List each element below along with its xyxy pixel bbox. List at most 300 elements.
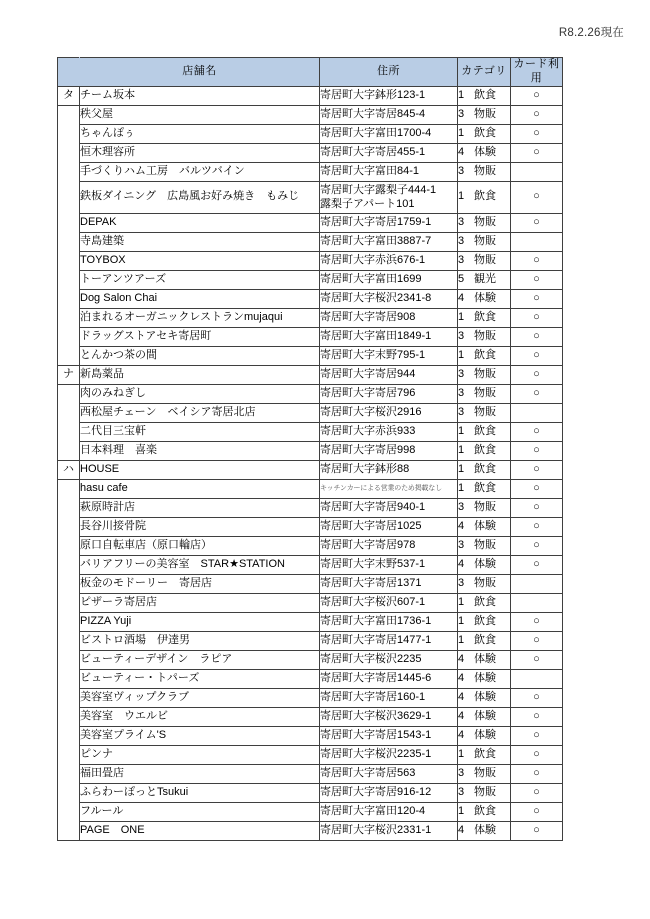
category-number: 4 <box>458 824 465 837</box>
row-index-letter <box>58 575 80 594</box>
category-number: 3 <box>458 235 465 248</box>
cell-shop-name: TOYBOX <box>80 252 320 271</box>
row-index-letter <box>58 105 80 124</box>
cell-address: 寄居町大字桜沢2235 <box>320 651 458 670</box>
cell-address: 寄居町大字桜沢3629-1 <box>320 708 458 727</box>
row-index-letter <box>58 271 80 290</box>
cell-shop-name: ビューティー・トパーズ <box>80 670 320 689</box>
table-row <box>58 143 563 162</box>
table-row <box>58 708 563 727</box>
table-row <box>58 803 563 822</box>
cell-address: 寄居町大字桜沢607-1 <box>320 594 458 613</box>
cell-address: 寄居町大字寄居160-1 <box>320 689 458 708</box>
cell-shop-name: フルール <box>80 803 320 822</box>
table-row <box>58 746 563 765</box>
cell-card-use: ○ <box>511 651 563 670</box>
category-label: 体験 <box>474 691 496 704</box>
cell-shop-name: 日本料理 喜楽 <box>80 442 320 461</box>
category-number: 4 <box>458 292 465 305</box>
cell-address: 寄居町大字富田3887-7 <box>320 233 458 252</box>
cell-card-use: ○ <box>511 727 563 746</box>
cell-category <box>458 309 511 328</box>
category-label: 飲食 <box>474 805 496 818</box>
cell-card-use: ○ <box>511 105 563 124</box>
category-number: 4 <box>458 653 465 666</box>
column-header-category: カテゴリ <box>458 58 511 87</box>
cell-card-use: ○ <box>511 252 563 271</box>
table-row <box>58 480 563 499</box>
row-index-letter <box>58 727 80 746</box>
row-index-letter <box>58 252 80 271</box>
row-index-letter: ハ <box>58 461 80 480</box>
category-number: 3 <box>458 577 465 590</box>
cell-card-use <box>511 594 563 613</box>
row-index-letter <box>58 784 80 803</box>
cell-shop-name: ドラッグストアセキ寄居町 <box>80 328 320 347</box>
cell-category <box>458 727 511 746</box>
category-number: 3 <box>458 501 465 514</box>
table-row <box>58 537 563 556</box>
category-label: 飲食 <box>474 482 496 495</box>
row-index-letter <box>58 708 80 727</box>
category-number: 4 <box>458 145 465 158</box>
cell-category <box>458 803 511 822</box>
cell-shop-name: Dog Salon Chai <box>80 290 320 309</box>
row-index-letter <box>58 233 80 252</box>
category-label: 体験 <box>474 729 496 742</box>
column-header-shop-name: 店舗名 <box>80 58 320 87</box>
category-number: 5 <box>458 273 465 286</box>
column-header-card-use: カード利用 <box>511 58 563 87</box>
table-row <box>58 575 563 594</box>
cell-card-use: ○ <box>511 385 563 404</box>
category-number: 4 <box>458 710 465 723</box>
cell-address: 寄居町大字寄居998 <box>320 442 458 461</box>
table-row <box>58 442 563 461</box>
cell-shop-name: HOUSE <box>80 461 320 480</box>
cell-card-use: ○ <box>511 499 563 518</box>
cell-card-use: ○ <box>511 366 563 385</box>
row-index-letter <box>58 347 80 366</box>
cell-category <box>458 632 511 651</box>
cell-address: 寄居町大字寄居1477-1 <box>320 632 458 651</box>
cell-address: 寄居町大字桜沢2916 <box>320 404 458 423</box>
table-row <box>58 290 563 309</box>
category-number: 3 <box>458 406 465 419</box>
category-number: 3 <box>458 368 465 381</box>
table-row <box>58 822 563 841</box>
category-label: 物販 <box>474 107 496 120</box>
cell-address: 寄居町大字赤浜933 <box>320 423 458 442</box>
cell-address: 寄居町大字寄居978 <box>320 537 458 556</box>
cell-card-use: ○ <box>511 271 563 290</box>
cell-card-use: ○ <box>511 290 563 309</box>
cell-address: キッチンカーによる営業のため掲載なし <box>320 480 458 499</box>
cell-category <box>458 480 511 499</box>
cell-address: 寄居町大字富田1699 <box>320 271 458 290</box>
category-label: 物販 <box>474 501 496 514</box>
cell-card-use: ○ <box>511 803 563 822</box>
cell-shop-name: ふらわーぽっとTsukui <box>80 784 320 803</box>
category-number: 1 <box>458 463 465 476</box>
row-index-letter <box>58 442 80 461</box>
cell-card-use: ○ <box>511 328 563 347</box>
row-index-letter <box>58 214 80 233</box>
row-index-letter <box>58 670 80 689</box>
row-index-letter <box>58 480 80 499</box>
table-row <box>58 404 563 423</box>
category-label: 物販 <box>474 387 496 400</box>
cell-shop-name: 美容室ヴィップクラブ <box>80 689 320 708</box>
cell-card-use: ○ <box>511 784 563 803</box>
category-number: 1 <box>458 88 465 101</box>
cell-address: 寄居町大字寄居944 <box>320 366 458 385</box>
row-index-letter <box>58 765 80 784</box>
table-row <box>58 385 563 404</box>
cell-card-use <box>511 233 563 252</box>
cell-shop-name: 寺島建築 <box>80 233 320 252</box>
cell-shop-name: 肉のみねぎし <box>80 385 320 404</box>
table-row <box>58 651 563 670</box>
cell-address: 寄居町大字富田84-1 <box>320 162 458 181</box>
cell-category <box>458 214 511 233</box>
category-number: 1 <box>458 349 465 362</box>
row-index-letter <box>58 181 80 214</box>
cell-shop-name: 手づくりハム工房 バルツバイン <box>80 162 320 181</box>
cell-address: 寄居町大字赤浜676-1 <box>320 252 458 271</box>
cell-address: 寄居町大字桜沢2235-1 <box>320 746 458 765</box>
cell-card-use <box>511 162 563 181</box>
cell-card-use: ○ <box>511 86 563 105</box>
cell-shop-name: バリアフリーの美容室 STAR★STATION <box>80 556 320 575</box>
cell-address: 寄居町大字富田1736-1 <box>320 613 458 632</box>
row-index-letter <box>58 689 80 708</box>
cell-shop-name: 恒木理容所 <box>80 143 320 162</box>
category-number: 3 <box>458 539 465 552</box>
table-row <box>58 632 563 651</box>
table-row <box>58 594 563 613</box>
cell-category <box>458 708 511 727</box>
cell-category <box>458 271 511 290</box>
table-row <box>58 689 563 708</box>
category-number: 1 <box>458 634 465 647</box>
table-row <box>58 423 563 442</box>
cell-address: 寄居町大字寄居1759-1 <box>320 214 458 233</box>
cell-address: 寄居町大字寄居1445-6 <box>320 670 458 689</box>
cell-address: 寄居町大字寄居845-4 <box>320 105 458 124</box>
category-label: 体験 <box>474 292 496 305</box>
category-number: 1 <box>458 805 465 818</box>
table-row <box>58 214 563 233</box>
cell-address: 寄居町大字寄居796 <box>320 385 458 404</box>
row-index-letter: タ <box>58 86 80 105</box>
row-index-letter <box>58 803 80 822</box>
cell-card-use <box>511 404 563 423</box>
cell-address: 寄居町大字寄居455-1 <box>320 143 458 162</box>
row-index-letter <box>58 518 80 537</box>
category-label: 物販 <box>474 577 496 590</box>
cell-shop-name: 西松屋チェーン ベイシア寄居北店 <box>80 404 320 423</box>
cell-category <box>458 162 511 181</box>
cell-address: 寄居町大字桜沢2331-1 <box>320 822 458 841</box>
category-label: 飲食 <box>474 634 496 647</box>
category-number: 4 <box>458 558 465 571</box>
category-label: 飲食 <box>474 190 496 203</box>
row-index-letter <box>58 290 80 309</box>
cell-category <box>458 670 511 689</box>
table-row <box>58 499 563 518</box>
category-label: 物販 <box>474 254 496 267</box>
category-number: 3 <box>458 254 465 267</box>
category-label: 体験 <box>474 672 496 685</box>
category-label: 飲食 <box>474 311 496 324</box>
category-number: 3 <box>458 767 465 780</box>
table-header-row <box>58 58 563 87</box>
cell-category <box>458 385 511 404</box>
column-header-index <box>58 58 80 87</box>
table-row <box>58 784 563 803</box>
category-number: 3 <box>458 330 465 343</box>
category-number: 4 <box>458 729 465 742</box>
category-number: 4 <box>458 691 465 704</box>
cell-category <box>458 594 511 613</box>
row-index-letter <box>58 309 80 328</box>
cell-shop-name: DEPAK <box>80 214 320 233</box>
category-label: 飲食 <box>474 88 496 101</box>
category-label: 飲食 <box>474 126 496 139</box>
cell-category <box>458 252 511 271</box>
cell-shop-name: hasu cafe <box>80 480 320 499</box>
cell-category <box>458 366 511 385</box>
cell-shop-name: ピザーラ寄居店 <box>80 594 320 613</box>
cell-card-use: ○ <box>511 537 563 556</box>
row-index-letter <box>58 746 80 765</box>
cell-category <box>458 537 511 556</box>
address-line-1: 寄居町大字露梨子444-1 <box>320 183 437 196</box>
category-number: 1 <box>458 425 465 438</box>
cell-card-use: ○ <box>511 689 563 708</box>
cell-shop-name: 二代目三宝軒 <box>80 423 320 442</box>
cell-card-use: ○ <box>511 347 563 366</box>
category-label: 飲食 <box>474 349 496 362</box>
row-index-letter <box>58 404 80 423</box>
category-number: 3 <box>458 164 465 177</box>
cell-address: 寄居町大字鉢形88 <box>320 461 458 480</box>
category-label: 物販 <box>474 368 496 381</box>
cell-card-use: ○ <box>511 822 563 841</box>
cell-category <box>458 442 511 461</box>
row-index-letter <box>58 499 80 518</box>
row-index-letter <box>58 423 80 442</box>
cell-shop-name: ビューティーデザイン ラピア <box>80 651 320 670</box>
table-row <box>58 765 563 784</box>
category-number: 3 <box>458 107 465 120</box>
cell-category <box>458 423 511 442</box>
shop-list-table-container <box>57 57 562 841</box>
category-number: 1 <box>458 596 465 609</box>
cell-category <box>458 105 511 124</box>
category-label: 体験 <box>474 558 496 571</box>
cell-card-use: ○ <box>511 423 563 442</box>
table-row <box>58 252 563 271</box>
category-label: 飲食 <box>474 425 496 438</box>
cell-category <box>458 86 511 105</box>
category-label: 物販 <box>474 406 496 419</box>
category-label: 体験 <box>474 824 496 837</box>
table-row <box>58 613 563 632</box>
table-row <box>58 181 563 214</box>
cell-card-use: ○ <box>511 518 563 537</box>
row-index-letter: ナ <box>58 366 80 385</box>
cell-card-use: ○ <box>511 442 563 461</box>
category-number: 1 <box>458 190 465 203</box>
category-label: 物販 <box>474 330 496 343</box>
cell-shop-name: トーアンツアーズ <box>80 271 320 290</box>
cell-address: 寄居町大字富田1849-1 <box>320 328 458 347</box>
row-index-letter <box>58 613 80 632</box>
category-label: 物販 <box>474 235 496 248</box>
table-row <box>58 105 563 124</box>
cell-category <box>458 784 511 803</box>
category-label: 体験 <box>474 710 496 723</box>
category-label: 物販 <box>474 786 496 799</box>
row-index-letter <box>58 328 80 347</box>
cell-category <box>458 461 511 480</box>
category-number: 4 <box>458 520 465 533</box>
cell-category <box>458 822 511 841</box>
table-row <box>58 271 563 290</box>
cell-shop-name: 福田畳店 <box>80 765 320 784</box>
table-row <box>58 162 563 181</box>
cell-address: 寄居町大字寄居1371 <box>320 575 458 594</box>
cell-shop-name: 長谷川接骨院 <box>80 518 320 537</box>
cell-card-use: ○ <box>511 214 563 233</box>
category-label: 体験 <box>474 653 496 666</box>
cell-shop-name: PAGE ONE <box>80 822 320 841</box>
cell-card-use: ○ <box>511 746 563 765</box>
cell-category <box>458 765 511 784</box>
category-number: 1 <box>458 311 465 324</box>
cell-category <box>458 404 511 423</box>
cell-address: 寄居町大字桜沢2341-8 <box>320 290 458 309</box>
category-number: 1 <box>458 126 465 139</box>
category-label: 体験 <box>474 145 496 158</box>
row-index-letter <box>58 124 80 143</box>
cell-category <box>458 328 511 347</box>
cell-address: 寄居町大字鉢形123-1 <box>320 86 458 105</box>
cell-shop-name: 萩原時計店 <box>80 499 320 518</box>
cell-category <box>458 233 511 252</box>
table-row <box>58 670 563 689</box>
cell-category <box>458 746 511 765</box>
cell-shop-name: 秩父屋 <box>80 105 320 124</box>
cell-address: 寄居町大字富田1700-4 <box>320 124 458 143</box>
cell-category <box>458 689 511 708</box>
table-body <box>58 86 563 841</box>
table-row <box>58 328 563 347</box>
cell-shop-name: 泊まれるオーガニックレストランmujaqui <box>80 309 320 328</box>
category-number: 3 <box>458 786 465 799</box>
cell-card-use: ○ <box>511 556 563 575</box>
category-number: 1 <box>458 444 465 457</box>
cell-shop-name: 鉄板ダイニング 広島風お好み焼き もみじ <box>80 181 320 214</box>
table-row <box>58 366 563 385</box>
cell-address: 寄居町大字寄居908 <box>320 309 458 328</box>
category-number: 3 <box>458 387 465 400</box>
row-index-letter <box>58 651 80 670</box>
cell-address: 寄居町大字末野795-1 <box>320 347 458 366</box>
table-row <box>58 461 563 480</box>
cell-address: 寄居町大字寄居1543-1 <box>320 727 458 746</box>
category-label: 飲食 <box>474 596 496 609</box>
category-label: 観光 <box>474 273 496 286</box>
table-row <box>58 309 563 328</box>
cell-address <box>320 181 458 214</box>
row-index-letter <box>58 556 80 575</box>
cell-card-use: ○ <box>511 143 563 162</box>
cell-card-use <box>511 575 563 594</box>
row-index-letter <box>58 385 80 404</box>
cell-category <box>458 613 511 632</box>
category-label: 体験 <box>474 520 496 533</box>
category-label: 物販 <box>474 164 496 177</box>
address-line-2: 露梨子アパート101 <box>320 198 415 211</box>
shop-list-table <box>57 57 563 841</box>
cell-card-use: ○ <box>511 480 563 499</box>
cell-address: 寄居町大字末野537-1 <box>320 556 458 575</box>
category-label: 物販 <box>474 539 496 552</box>
table-row <box>58 86 563 105</box>
table-row <box>58 727 563 746</box>
cell-shop-name: ピンナ <box>80 746 320 765</box>
cell-card-use: ○ <box>511 708 563 727</box>
cell-category <box>458 181 511 214</box>
category-label: 飲食 <box>474 463 496 476</box>
table-row <box>58 124 563 143</box>
cell-category <box>458 143 511 162</box>
category-label: 飲食 <box>474 444 496 457</box>
cell-category <box>458 651 511 670</box>
row-index-letter <box>58 632 80 651</box>
cell-address: 寄居町大字寄居916-12 <box>320 784 458 803</box>
cell-category <box>458 347 511 366</box>
cell-card-use: ○ <box>511 632 563 651</box>
cell-shop-name: チーム坂本 <box>80 86 320 105</box>
row-index-letter <box>58 143 80 162</box>
cell-category <box>458 499 511 518</box>
category-number: 1 <box>458 748 465 761</box>
cell-card-use: ○ <box>511 765 563 784</box>
row-index-letter <box>58 162 80 181</box>
row-index-letter <box>58 537 80 556</box>
cell-card-use: ○ <box>511 124 563 143</box>
date-note: R8.2.26現在 <box>558 27 624 39</box>
category-number: 1 <box>458 482 465 495</box>
cell-shop-name: ちゃんぽぅ <box>80 124 320 143</box>
cell-shop-name: とんかつ茶の間 <box>80 347 320 366</box>
cell-shop-name: 新島薬品 <box>80 366 320 385</box>
category-label: 物販 <box>474 216 496 229</box>
cell-card-use: ○ <box>511 461 563 480</box>
cell-shop-name: 美容室 ウエルビ <box>80 708 320 727</box>
table-row <box>58 347 563 366</box>
cell-category <box>458 290 511 309</box>
cell-category <box>458 556 511 575</box>
cell-shop-name: ビストロ酒場 伊達男 <box>80 632 320 651</box>
cell-category <box>458 575 511 594</box>
cell-shop-name: 原口自転車店（原口輪店） <box>80 537 320 556</box>
row-index-letter <box>58 822 80 841</box>
